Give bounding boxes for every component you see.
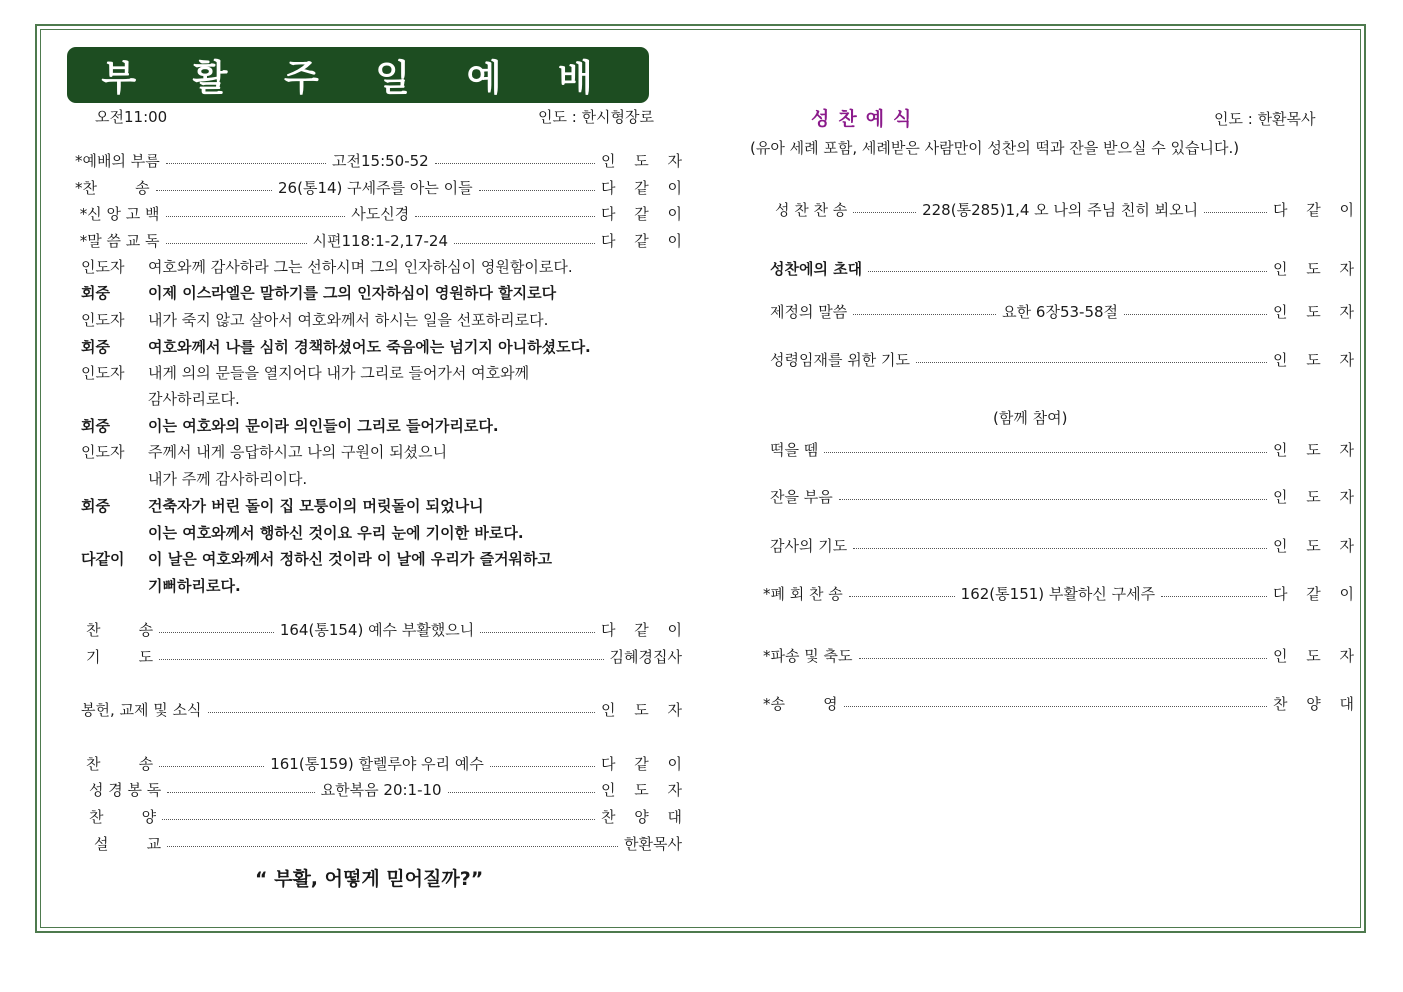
speaker: 인도자 — [81, 443, 125, 461]
order-detail: 162(통151) 부활하신 구세주 — [960, 584, 1156, 603]
order-who: 인 도 자 — [601, 780, 690, 799]
order-label: 봉헌, 교제 및 소식 — [81, 700, 202, 719]
leader-dots — [849, 596, 955, 597]
order-detail: 시편118:1-2,17-24 — [312, 231, 449, 250]
order-who: 김혜경집사 — [609, 647, 682, 666]
leader-dots — [824, 452, 1267, 453]
page-title: 부 활 주 일 예 배 — [67, 47, 649, 103]
order-detail: 사도신경 — [351, 204, 410, 223]
order-detail: 228(통285)1,4 오 나의 주님 친히 뵈오니 — [922, 200, 1199, 219]
reading-line: 여호와께 감사하라 그는 선하시며 그의 인자하심이 영원함이로다. — [148, 258, 573, 276]
order-who: 인 도 자 — [1272, 487, 1361, 506]
speaker: 회중 — [81, 497, 110, 515]
order-row-call-to-worship — [75, 150, 690, 170]
speaker: 인도자 — [81, 258, 125, 276]
order-row-creed — [75, 203, 689, 223]
reading-line: 내가 주께 감사하리이다. — [148, 470, 308, 488]
order-label: 찬 송 — [86, 620, 154, 639]
leader-dots — [415, 216, 595, 217]
communion-heading: 성찬예식 — [811, 108, 921, 130]
order-detail: 26(통14) 구세주를 아는 이들 — [278, 178, 473, 197]
order-row-scripture — [89, 779, 690, 799]
speaker: 다같이 — [81, 550, 125, 568]
order-who: 인 도 자 — [1272, 440, 1361, 459]
leader-dots — [159, 766, 264, 767]
order-who: 다 같 이 — [600, 204, 689, 223]
order-label: 설 교 — [94, 834, 162, 853]
communion-row-closing-hymn — [763, 583, 1362, 603]
order-label: *폐 회 찬 송 — [763, 584, 843, 603]
order-label: 잔을 부음 — [770, 487, 833, 506]
order-who: 인 도 자 — [1272, 646, 1361, 665]
communion-note: (유아 세례 포함, 세례받은 사람만이 성찬의 떡과 잔을 받으실 수 있습니다.) — [750, 139, 1240, 157]
leader-dots — [1161, 596, 1267, 597]
speaker: 인도자 — [81, 311, 125, 329]
reading-line: 내게 의의 문들을 열지어다 내가 그리로 들어가서 여호와께 — [148, 364, 530, 382]
leader-dots — [159, 659, 603, 660]
leader-dots — [162, 819, 595, 820]
leader-dots — [1124, 314, 1267, 315]
leader-dots — [159, 632, 274, 633]
reading-line: 이는 여호와의 문이라 의인들이 그리로 들어가리로다. — [148, 417, 499, 435]
order-detail: 요한 6장53-58절 — [1002, 302, 1119, 321]
order-row-hymn3 — [86, 753, 690, 773]
reading-line: 감사하리로다. — [148, 390, 240, 408]
leader-dots — [167, 792, 314, 793]
order-detail: 요한복음 20:1-10 — [320, 780, 442, 799]
sermon-title: “ 부활, 어떻게 믿어질까?” — [255, 868, 484, 890]
communion-row-bread — [770, 439, 1361, 459]
order-who: 다 같 이 — [1273, 584, 1362, 603]
leader-dots — [166, 163, 326, 164]
communion-row-thanksgiving — [770, 535, 1361, 555]
order-who: 다 같 이 — [601, 754, 690, 773]
leader-dots — [448, 792, 595, 793]
order-row-prayer — [86, 646, 682, 666]
order-who: 찬 양 대 — [600, 807, 689, 826]
order-row-offering — [81, 699, 689, 719]
leader-dots — [853, 212, 916, 213]
order-label: 감사의 기도 — [770, 536, 848, 555]
reading-line: 주께서 내게 응답하시고 나의 구원이 되셨으니 — [148, 443, 448, 461]
order-who: 다 같 이 — [600, 231, 689, 250]
order-who: 인 도 자 — [600, 700, 689, 719]
order-label: 성 경 봉 독 — [89, 780, 162, 799]
communion-row-cup — [770, 486, 1361, 506]
leader-dots — [853, 548, 1267, 549]
order-who: 찬 양 대 — [1272, 694, 1361, 713]
speaker: 인도자 — [81, 364, 125, 382]
leader-dots — [839, 499, 1267, 500]
leader-dots — [853, 314, 996, 315]
leader-dots — [868, 271, 1267, 272]
reading-line: 여호와께서 나를 심히 경책하셨어도 죽음에는 넘기지 아니하셨도다. — [148, 338, 591, 356]
order-label: 성찬에의 초대 — [770, 259, 863, 278]
order-row-hymn2 — [86, 619, 689, 639]
service-leader: 인도 : 한시형장로 — [538, 108, 655, 126]
order-who: 다 같 이 — [1272, 200, 1361, 219]
order-detail: 고전15:50-52 — [332, 151, 429, 170]
order-label: 떡을 뗌 — [770, 440, 819, 459]
order-detail: 161(통159) 할렐루야 우리 예수 — [270, 754, 484, 773]
order-label: 찬 송 — [86, 754, 154, 773]
reading-line: 건축자가 버린 돌이 집 모퉁이의 머릿돌이 되었나니 — [148, 497, 484, 515]
reading-line: 내가 죽지 않고 살아서 여호와께서 하시는 일을 선포하리로다. — [148, 311, 549, 329]
communion-row-institution — [770, 301, 1361, 321]
reading-line: 이는 여호와께서 행하신 것이요 우리 눈에 기이한 바로다. — [148, 524, 524, 542]
order-label: *말 씀 교 독 — [75, 231, 160, 250]
speaker: 회중 — [81, 417, 110, 435]
leader-dots — [156, 190, 272, 191]
leader-dots — [435, 163, 595, 164]
order-who: 인 도 자 — [1272, 259, 1361, 278]
leader-dots — [916, 362, 1267, 363]
order-label: *신 앙 고 백 — [75, 204, 160, 223]
order-row-anthem — [89, 806, 689, 826]
order-label: 찬 양 — [89, 807, 157, 826]
communion-row-invitation — [770, 258, 1361, 278]
order-row-sermon — [94, 833, 682, 853]
leader-dots — [844, 706, 1267, 707]
order-row-hymn1 — [75, 177, 690, 197]
order-who: 인 도 자 — [1272, 536, 1361, 555]
order-label: *찬 송 — [75, 178, 150, 197]
reading-line: 이제 이스라엘은 말하기를 그의 인자하심이 영원하다 할지로다 — [148, 284, 557, 302]
reading-line: 기뻐하리로다. — [148, 577, 241, 595]
order-who: 인 도 자 — [1272, 350, 1361, 369]
order-who: 인 도 자 — [1272, 302, 1361, 321]
communion-row-doxology — [763, 693, 1361, 713]
leader-dots — [859, 658, 1267, 659]
order-who: 다 같 이 — [600, 620, 689, 639]
order-who: 한환목사 — [624, 834, 682, 853]
leader-dots — [166, 216, 346, 217]
order-label: 성령임재를 위한 기도 — [770, 350, 910, 369]
communion-row-hymn — [775, 199, 1361, 219]
order-who: 인 도 자 — [601, 151, 690, 170]
leader-dots — [480, 632, 595, 633]
service-time: 오전11:00 — [95, 108, 168, 126]
together-note: (함께 참여) — [993, 409, 1068, 427]
order-detail: 164(통154) 예수 부활했으니 — [279, 620, 475, 639]
speaker: 회중 — [81, 338, 110, 356]
leader-dots — [1204, 212, 1267, 213]
leader-dots — [208, 712, 595, 713]
leader-dots — [479, 190, 595, 191]
order-label: 성 찬 찬 송 — [775, 200, 848, 219]
order-label: *송 영 — [763, 694, 838, 713]
leader-dots — [167, 846, 618, 847]
order-label: *파송 및 축도 — [763, 646, 853, 665]
leader-dots — [454, 243, 595, 244]
leader-dots — [166, 243, 307, 244]
speaker: 회중 — [81, 284, 110, 302]
order-who: 다 같 이 — [601, 178, 690, 197]
communion-row-epiclesis — [770, 349, 1361, 369]
order-label: 기 도 — [86, 647, 154, 666]
communion-leader: 인도 : 한환목사 — [1214, 110, 1316, 128]
leader-dots — [490, 766, 595, 767]
order-row-responsive-reading — [75, 230, 689, 250]
reading-line: 이 날은 여호와께서 정하신 것이라 이 날에 우리가 즐거워하고 — [148, 550, 553, 568]
communion-row-benediction — [763, 645, 1361, 665]
order-label: *예배의 부름 — [75, 151, 160, 170]
order-label: 제정의 말씀 — [770, 302, 848, 321]
